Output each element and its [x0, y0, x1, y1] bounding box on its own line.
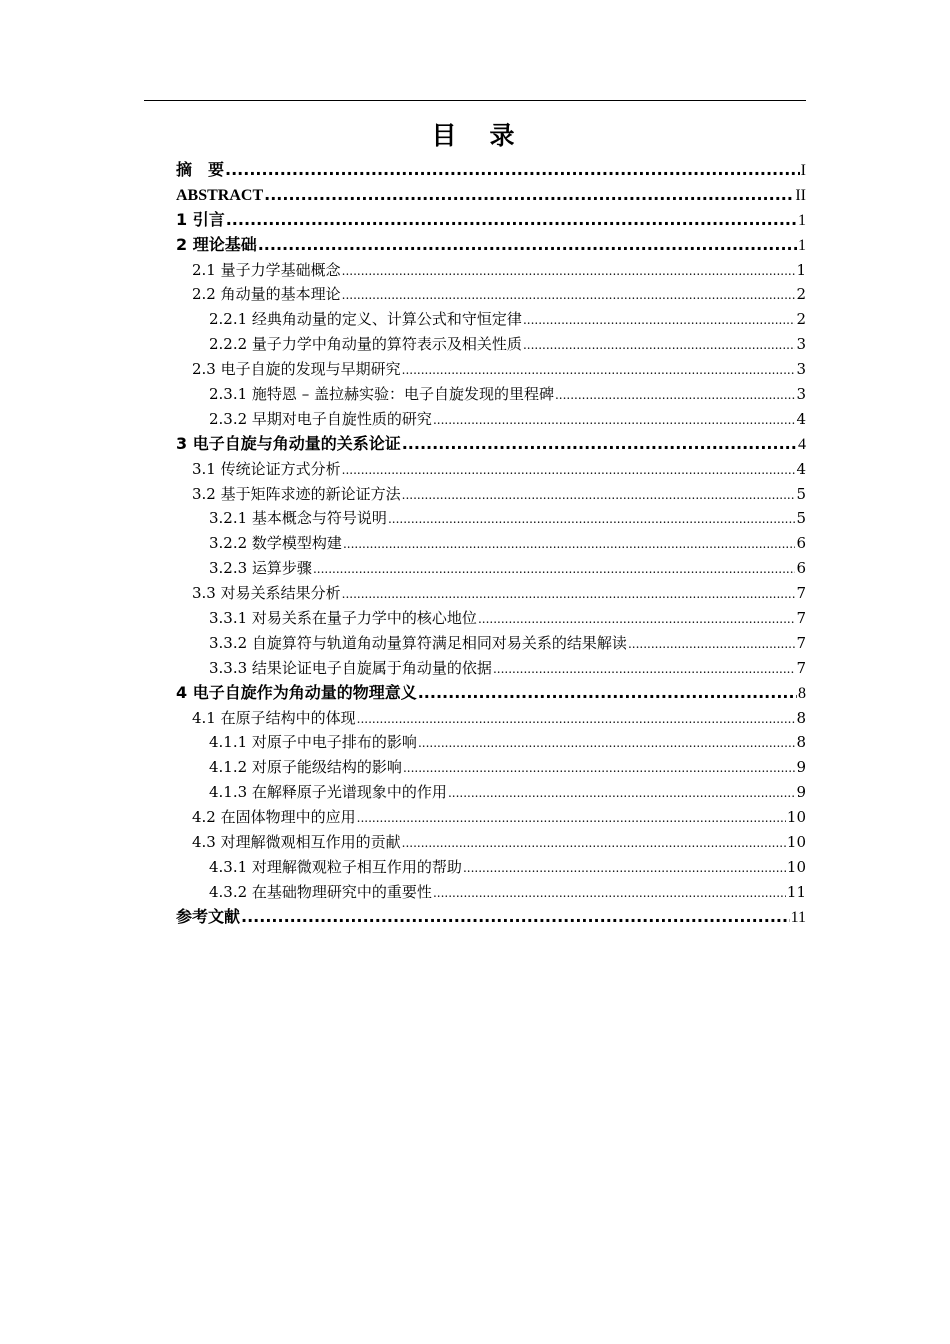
toc-entry-label: 3.3.3 结果论证电子自旋属于角动量的依据 — [209, 658, 492, 677]
toc-entry-page: 4 — [798, 435, 806, 453]
toc-dot-leader — [342, 258, 796, 283]
toc-entry-page: 8 — [798, 684, 806, 702]
toc-entry-page: 2 — [796, 310, 806, 329]
toc-dot-leader — [343, 531, 796, 556]
toc-entry-label: 4.1.2 对原子能级结构的影响 — [209, 758, 402, 777]
toc-entry-page: 9 — [796, 783, 806, 802]
toc-entry[interactable] — [176, 780, 806, 805]
toc-entry-page: 1 — [798, 211, 806, 229]
toc-entry-page: II — [795, 186, 806, 204]
toc-entry-page: 8 — [796, 708, 806, 727]
toc-entry[interactable] — [176, 183, 806, 208]
toc-entry[interactable] — [176, 606, 806, 631]
toc-entry-page: 9 — [796, 758, 806, 777]
toc-dot-leader — [313, 556, 796, 581]
toc-entry-label: 3.2.3 运算步骤 — [209, 559, 312, 578]
toc-entry-label: 2.2.2 量子力学中角动量的算符表示及相关性质 — [209, 335, 522, 354]
toc-dot-leader — [555, 382, 795, 407]
toc-dot-leader — [402, 432, 797, 457]
toc-entry-label: 4.1.1 对原子中电子排布的影响 — [209, 733, 417, 752]
toc-entry-page: 2 — [796, 285, 806, 304]
toc-entry-label: 3 电子自旋与角动量的关系论证 — [176, 433, 401, 453]
toc-entry-label: 摘 要 — [176, 160, 225, 179]
toc-entry-label: 3.3 对易关系结果分析 — [192, 584, 341, 603]
toc-entry[interactable] — [176, 631, 806, 656]
toc-entry-label: 4.1 在原子结构中的体现 — [192, 708, 356, 727]
toc-entry-label: 4.1.3 在解释原子光谱现象中的作用 — [209, 783, 447, 802]
toc-dot-leader — [523, 307, 796, 332]
toc-entry-label: 3.1 传统论证方式分析 — [192, 459, 341, 478]
toc-entry-page: 5 — [796, 509, 806, 528]
toc-entry-label: 1 引言 — [176, 209, 225, 229]
toc-entry[interactable] — [176, 332, 806, 357]
toc-entry[interactable] — [176, 905, 806, 930]
toc-dot-leader — [402, 357, 796, 382]
toc-entry-label: 3.3.1 对易关系在量子力学中的核心地位 — [209, 609, 477, 628]
toc-dot-leader — [402, 830, 786, 855]
toc-entry[interactable] — [176, 805, 806, 830]
toc-entry[interactable] — [176, 556, 806, 581]
toc-entry[interactable] — [176, 382, 806, 407]
toc-entry[interactable] — [176, 457, 806, 482]
toc-entry[interactable] — [176, 830, 806, 855]
toc-entry-page: 3 — [796, 360, 806, 379]
toc-entry[interactable] — [176, 730, 806, 755]
toc-dot-leader — [433, 407, 796, 432]
toc-entry-label: 2.2 角动量的基本理论 — [192, 285, 341, 304]
page-title: 目 录 — [431, 121, 519, 150]
toc-entry-label: ABSTRACT — [176, 186, 264, 204]
toc-entry-label: 3.3.2 自旋算符与轨道角动量算符满足相同对易关系的结果解读 — [209, 633, 627, 652]
toc-entry[interactable] — [176, 482, 806, 507]
toc-dot-leader — [342, 282, 796, 307]
toc-entry-label: 2.3 电子自旋的发现与早期研究 — [192, 360, 401, 379]
toc-dot-leader — [493, 656, 796, 681]
toc-entry[interactable] — [176, 307, 806, 332]
toc-entry[interactable] — [176, 258, 806, 283]
toc-entry-label: 2 理论基础 — [176, 234, 257, 254]
toc-entry-label: 3.2.1 基本概念与符号说明 — [209, 509, 387, 528]
toc-dot-leader — [433, 880, 786, 905]
toc-entry-page: 7 — [796, 633, 806, 652]
toc-entry[interactable] — [176, 581, 806, 606]
toc-entry[interactable] — [176, 282, 806, 307]
toc-entry-page: 10 — [786, 857, 806, 876]
toc-entry-page: 4 — [796, 459, 806, 478]
toc-dot-leader — [357, 805, 786, 830]
toc-entry-page: 7 — [796, 609, 806, 628]
toc-dot-leader — [342, 581, 796, 606]
toc-entry-label: 2.3.1 施特恩 – 盖拉赫实验：电子自旋发现的里程碑 — [209, 385, 554, 404]
toc-entry[interactable] — [176, 407, 806, 432]
toc-entry-label: 4 电子自旋作为角动量的物理意义 — [176, 682, 417, 702]
toc-entry[interactable] — [176, 432, 806, 457]
toc-entry[interactable] — [176, 880, 806, 905]
toc-entry-page: 6 — [796, 559, 806, 578]
toc-entry-page: 11 — [790, 908, 806, 926]
toc-dot-leader — [226, 208, 797, 233]
toc-entry-page: 5 — [796, 484, 806, 503]
toc-dot-leader — [342, 457, 796, 482]
toc-entry-page: 3 — [796, 385, 806, 404]
toc-entry-label: 2.3.2 早期对电子自旋性质的研究 — [209, 409, 432, 428]
header-rule — [144, 100, 806, 101]
toc-entry-label: 4.3 对理解微观相互作用的贡献 — [192, 833, 401, 852]
toc-dot-leader — [258, 233, 797, 258]
toc-dot-leader — [241, 905, 790, 930]
table-of-contents — [176, 158, 806, 930]
toc-entry-label: 4.3.1 对理解微观粒子相互作用的帮助 — [209, 857, 462, 876]
toc-entry-page: 7 — [796, 658, 806, 677]
toc-dot-leader — [448, 780, 796, 805]
toc-entry[interactable] — [176, 506, 806, 531]
toc-dot-leader — [463, 855, 786, 880]
toc-dot-leader — [402, 482, 796, 507]
toc-entry[interactable] — [176, 158, 806, 183]
toc-entry[interactable] — [176, 755, 806, 780]
toc-entry-page: 7 — [796, 584, 806, 603]
toc-dot-leader — [388, 506, 796, 531]
toc-dot-leader — [264, 183, 794, 208]
toc-entry-label: 4.2 在固体物理中的应用 — [192, 808, 356, 827]
toc-entry-label: 3.2 基于矩阵求迹的新论证方法 — [192, 484, 401, 503]
toc-entry-page: 6 — [796, 534, 806, 553]
toc-dot-leader — [357, 706, 796, 731]
toc-entry-label: 参考文献 — [176, 906, 241, 926]
toc-entry-page: 4 — [796, 409, 806, 428]
toc-dot-leader — [225, 158, 800, 183]
toc-entry-page: 1 — [796, 260, 806, 279]
toc-dot-leader — [418, 681, 797, 706]
toc-entry[interactable] — [176, 681, 806, 706]
toc-entry-page: 10 — [786, 833, 806, 852]
toc-dot-leader — [403, 755, 796, 780]
toc-entry[interactable] — [176, 706, 806, 731]
toc-entry-page: 8 — [796, 733, 806, 752]
toc-entry-label: 4.3.2 在基础物理研究中的重要性 — [209, 882, 432, 901]
toc-entry-page: 1 — [798, 236, 806, 254]
toc-entry[interactable] — [176, 656, 806, 681]
toc-entry-page: 10 — [786, 808, 806, 827]
toc-dot-leader — [418, 730, 796, 755]
toc-entry-label: 2.1 量子力学基础概念 — [192, 260, 341, 279]
toc-dot-leader — [523, 332, 796, 357]
toc-entry-page: 3 — [796, 335, 806, 354]
toc-entry[interactable] — [176, 208, 806, 233]
toc-entry[interactable] — [176, 531, 806, 556]
toc-entry-label: 3.2.2 数学模型构建 — [209, 534, 342, 553]
toc-dot-leader — [478, 606, 796, 631]
toc-entry-page: 11 — [786, 882, 806, 901]
toc-entry[interactable] — [176, 855, 806, 880]
toc-entry-label: 2.2.1 经典角动量的定义、计算公式和守恒定律 — [209, 310, 522, 329]
toc-entry[interactable] — [176, 233, 806, 258]
toc-entry[interactable] — [176, 357, 806, 382]
toc-dot-leader — [628, 631, 796, 656]
toc-entry-page: I — [800, 162, 806, 179]
